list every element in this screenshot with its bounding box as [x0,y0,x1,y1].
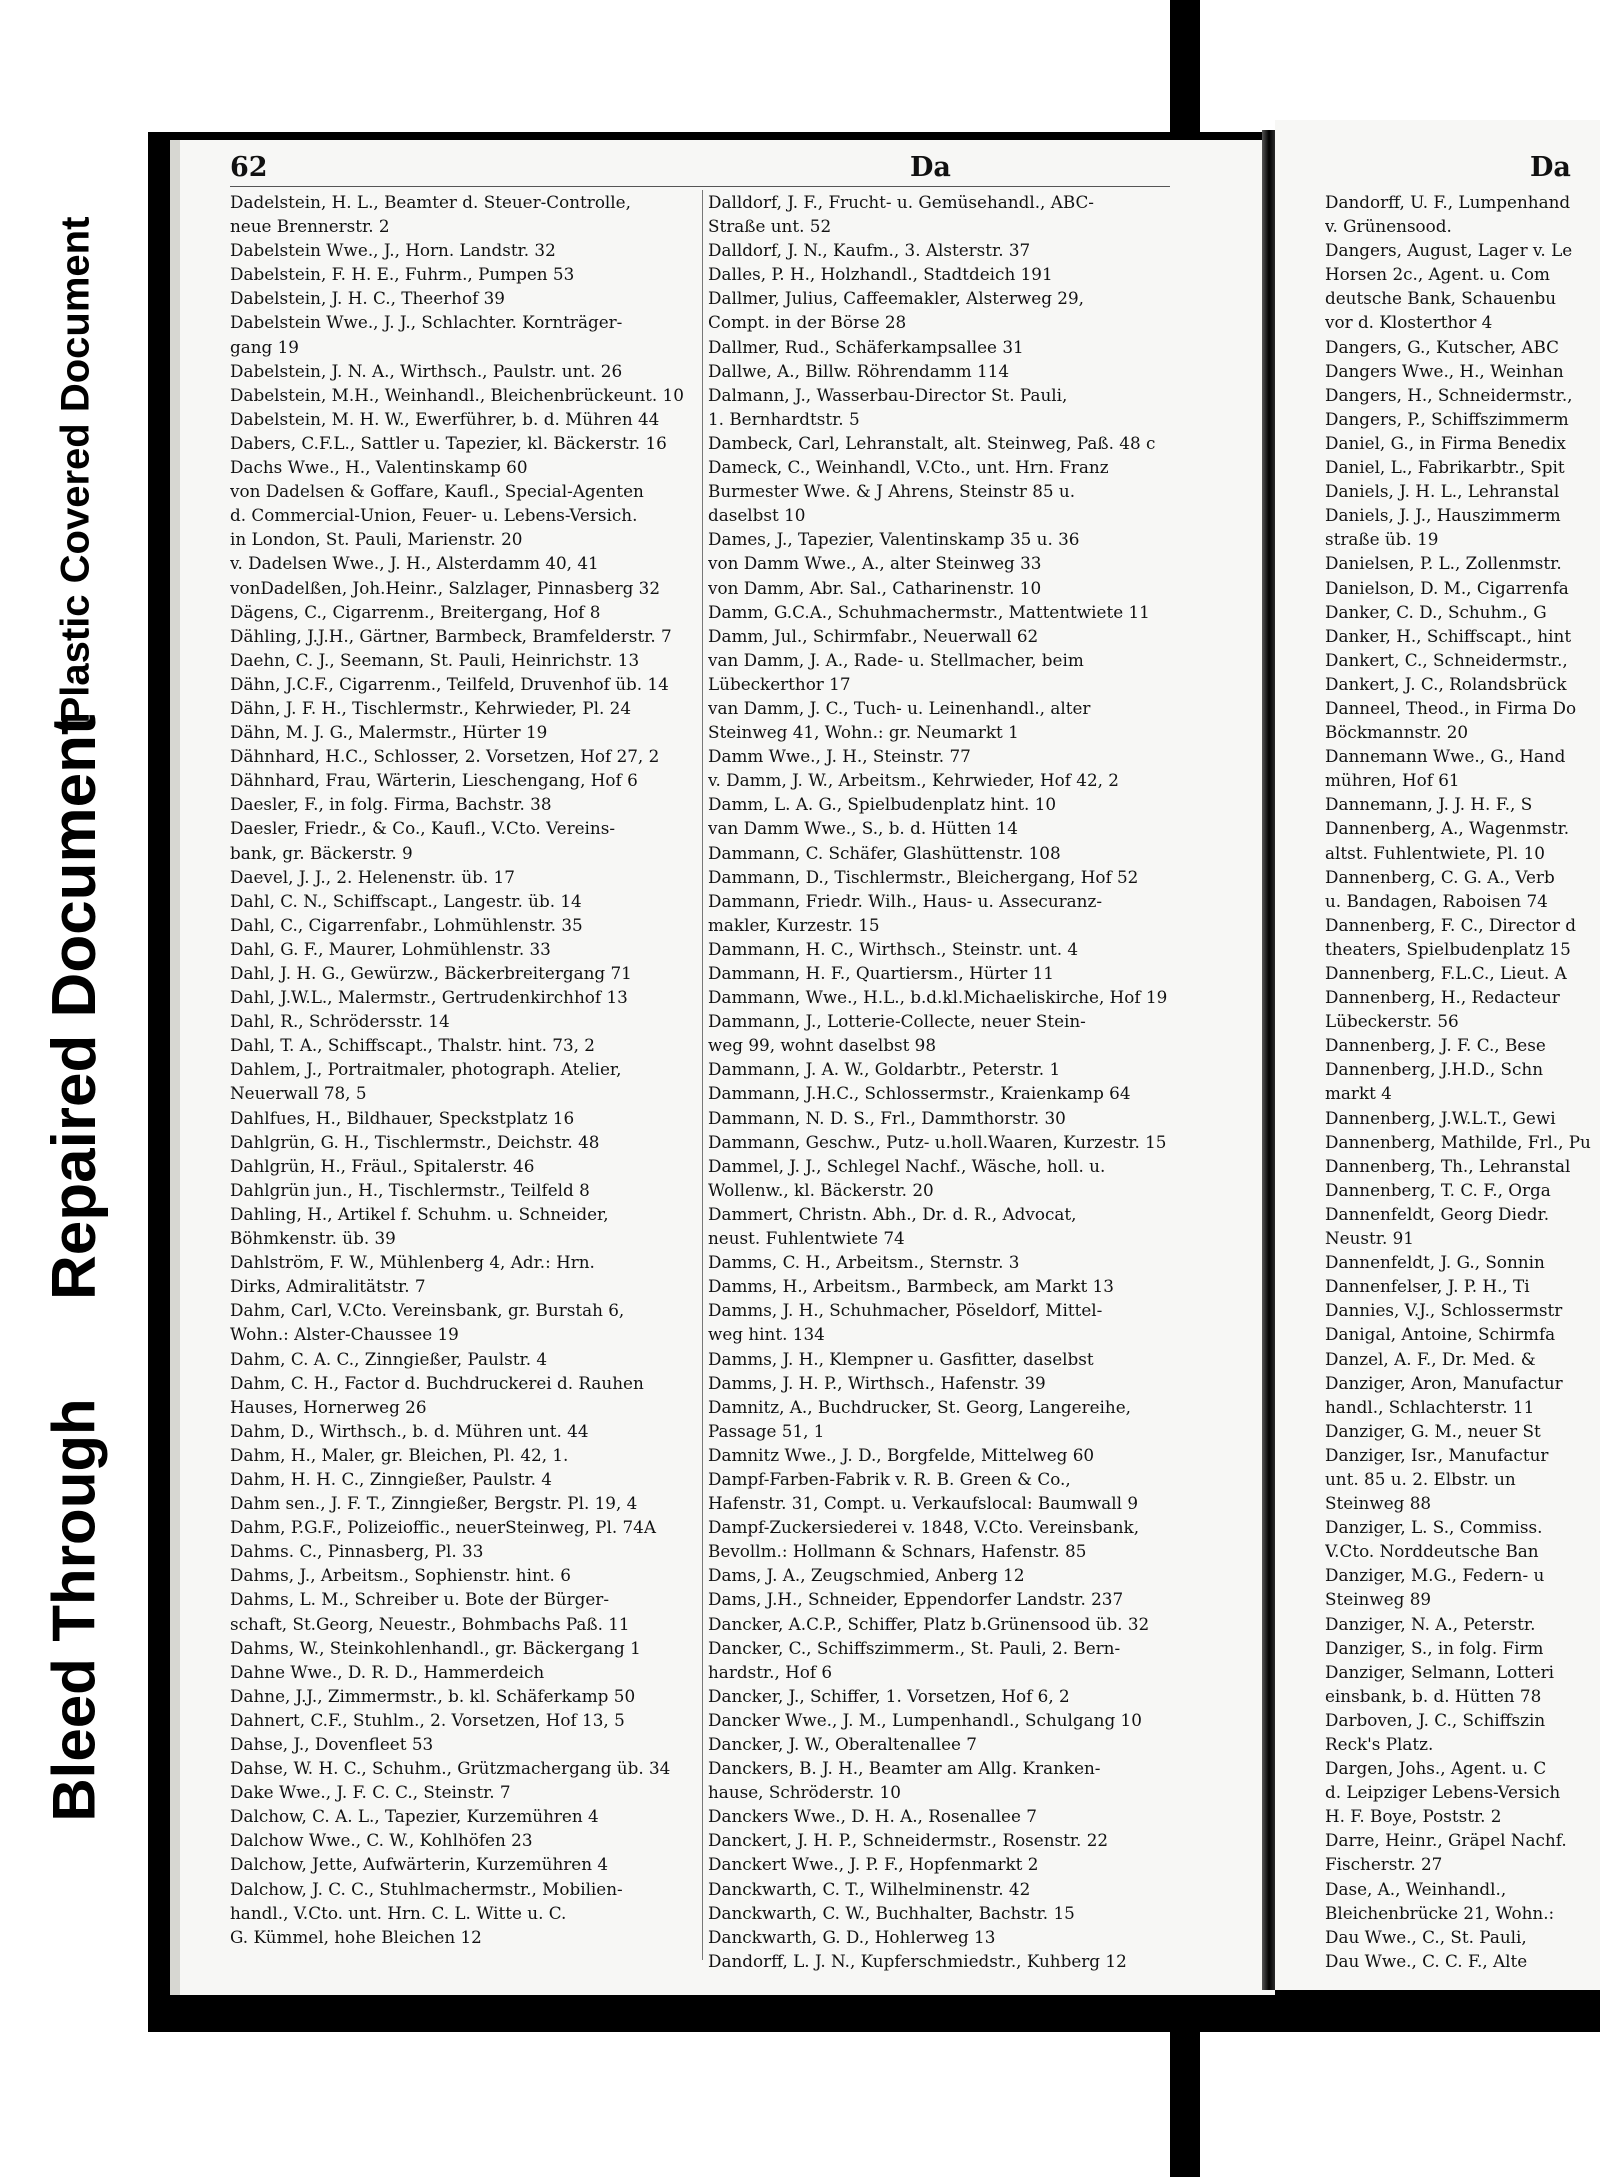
directory-entry-line: Straße unt. 52 [708,216,832,237]
bleed-through-label-box [0,1320,150,1900]
directory-entry-line: Dammann, H. F., Quartiersm., Hürter 11 [708,963,1054,983]
directory-entry-line: Dahm, H. H. C., Zinngießer, Paulstr. 4 [230,1468,552,1489]
directory-entry-line: Danker, C. D., Schuhm., G [1325,601,1547,622]
directory-entry-line: Dabelstein Wwe., J. J., Schlachter. Kornträger- [230,312,623,333]
directory-entry-line: Lübeckerthor 17 [708,673,851,694]
directory-entry-line: Daevel, J. J., 2. Helenenstr. üb. 17 [230,866,515,887]
directory-entry-line: Dahl, J.W.L., Malermstr., Gertrudenkirchhof 13 [230,987,628,1008]
directory-entry-line: daselbst 10 [708,505,806,526]
directory-entry-line: deutsche Bank, Schauenbu [1325,288,1557,309]
directory-entry-line: gang 19 [230,336,299,357]
directory-entry-line: Danckwarth, G. D., Hohlerweg 13 [708,1926,996,1947]
directory-entry-line: Dames, J., Tapezier, Valentinskamp 35 u. 36 [708,529,1080,550]
directory-entry-line: Neuerwall 78, 5 [230,1083,367,1104]
directory-entry-line: Dangers Wwe., H., Weinhan [1325,360,1564,381]
directory-entry-line: Daesler, Friedr., & Co., Kaufl., V.Cto. Vereins- [230,818,615,839]
directory-entry-line: Danziger, Aron, Manufactur [1325,1372,1563,1393]
directory-entry-line: Dadelstein, H. L., Beamter d. Steuer-Controlle, [230,192,631,212]
directory-entry-line: v. Dadelsen Wwe., J. H., Alsterdamm 40, 41 [230,553,599,574]
directory-entry-line: Dachs Wwe., H., Valentinskamp 60 [230,457,528,478]
directory-entry-line: Danziger, M.G., Federn- u [1325,1565,1545,1586]
directory-entry-line: Dannenberg, T. C. F., Orga [1325,1179,1551,1200]
directory-entry-line: Dägens, C., Cigarrenm., Breitergang, Hof 8 [230,601,601,622]
directory-entry-line: Dahl, J. H. G., Gewürzw., Bäckerbreitergang 71 [230,963,632,983]
directory-entry-line: Dähn, J. F. H., Tischlermstr., Kehrwieder, Pl. 24 [230,697,632,718]
directory-entry-line: Dalchow, J. C. C., Stuhlmachermstr., Mobilien- [230,1878,623,1899]
directory-entry-line: Dabers, C.F.L., Sattler u. Tapezier, kl. Bäckerstr. 16 [230,432,667,453]
directory-entry-line: Burmester Wwe. & J Ahrens, Steinstr 85 u. [708,481,1076,502]
directory-entry-line: von Damm Wwe., A., alter Steinweg 33 [708,553,1042,574]
book-gutter [1262,130,1276,1990]
directory-entry-line: Reck's Platz. [1325,1734,1434,1754]
directory-entry-line: Daniel, L., Fabrikarbtr., Spit [1325,457,1565,478]
directory-entry-line: Dandorff, U. F., Lumpenhand [1325,192,1571,212]
directory-entry-line: Dannenberg, F. C., Director d [1325,914,1576,935]
directory-entry-line: Danziger, S., in folg. Firm [1325,1637,1544,1658]
directory-entry-line: Dahlgrün jun., H., Tischlermstr., Teilfeld 8 [230,1179,590,1200]
directory-entry-line: Dammel, J. J., Schlegel Nachf., Wäsche, holl. u. [708,1155,1106,1176]
directory-entry-line: Damms, H., Arbeitsm., Barmbeck, am Markt 13 [708,1276,1114,1297]
directory-column-2 [708,190,1170,1973]
directory-entry-line: von Damm, Abr. Sal., Catharinenstr. 10 [708,577,1042,598]
directory-entry-line: Danziger, Isr., Manufactur [1325,1444,1549,1465]
directory-entry-line: Dahl, C., Cigarrenfabr., Lohmühlenstr. 35 [230,914,583,935]
directory-column-3 [1325,190,1600,1973]
directory-entry-line: Dähn, J.C.F., Cigarrenm., Teilfeld, Druvenhof üb. 14 [230,673,669,694]
directory-entry-line: Compt. in der Börse 28 [708,312,907,333]
directory-entry-line: Daniel, G., in Firma Benedix [1325,432,1566,453]
directory-entry-line: Dahlem, J., Portraitmaler, photograph. Atelier, [230,1059,622,1080]
bleed-through-label: Bleed Through [41,1398,108,1822]
directory-entry-line: neust. Fuhlentwiete 74 [708,1228,905,1249]
directory-entry-line: Dangers, P., Schiffszimmerm [1325,408,1569,429]
directory-entry-line: neue Brennerstr. 2 [230,216,390,237]
directory-entry-line: van Damm Wwe., S., b. d. Hütten 14 [708,818,1018,839]
column-divider [702,190,703,1960]
directory-entry-line: Danziger, Selmann, Lotteri [1325,1661,1555,1682]
page-number: 62 [230,152,268,183]
directory-entry-line: mühren, Hof 61 [1325,770,1460,791]
directory-entry-line: Neustr. 91 [1325,1228,1414,1249]
directory-entry-line: Dahm, C. H., Factor d. Buchdruckerei d. Rauhen [230,1372,644,1393]
directory-entry-line: Dahl, G. F., Maurer, Lohmühlenstr. 33 [230,938,551,959]
directory-entry-line: schaft, St.Georg, Neuestr., Bohmbachs Paß. 11 [230,1613,630,1634]
directory-entry-line: hause, Schröderstr. 10 [708,1782,901,1803]
directory-entry-line: Dammann, Wwe., H.L., b.d.kl.Michaeliskirche, Hof 19 [708,987,1168,1008]
directory-entry-line: G. Kümmel, hohe Bleichen 12 [230,1926,482,1947]
directory-entry-line: Dannenberg, H., Redacteur [1325,987,1560,1008]
directory-entry-line: Dancker, J. W., Oberaltenallee 7 [708,1734,977,1754]
header-rule [230,186,1170,187]
directory-entry-line: Darre, Heinr., Gräpel Nachf. [1325,1830,1567,1851]
directory-entry-line: Danielsen, P. L., Zollenmstr. [1325,553,1562,574]
directory-entry-line: weg hint. 134 [708,1324,825,1345]
directory-entry-line: Hafenstr. 31, Compt. u. Verkaufslocal: Baumwall 9 [708,1493,1139,1514]
directory-entry-line: Dase, A., Weinhandl., [1325,1878,1507,1899]
directory-entry-line: Dähling, J.J.H., Gärtner, Barmbeck, Bramfelderstr. 7 [230,625,672,646]
directory-entry-line: Lübeckerstr. 56 [1325,1011,1459,1032]
directory-entry-line: Dammann, D., Tischlermstr., Bleichergang, Hof 52 [708,866,1139,887]
directory-entry-line: Dahms, W., Steinkohlenhandl., gr. Bäckergang 1 [230,1637,641,1658]
directory-entry-line: Dangers, H., Schneidermstr., [1325,384,1573,405]
directory-entry-line: Dannenberg, A., Wagenmstr. [1325,818,1570,839]
directory-entry-line: altst. Fuhlentwiete, Pl. 10 [1325,842,1545,863]
directory-entry-line: Damms, J. H., Klempner u. Gasfitter, daselbst [708,1348,1094,1369]
directory-entry-line: von Dadelsen & Goffare, Kaufl., Special-Agenten [230,481,644,502]
directory-entry-line: Danckwarth, C. W., Buchhalter, Bachstr. 15 [708,1902,1075,1923]
directory-entry-line: Dabelstein, F. H. E., Fuhrm., Pumpen 53 [230,264,575,285]
directory-entry-line: Daesler, F., in folg. Firma, Bachstr. 38 [230,794,552,815]
directory-entry-line: Dalchow Wwe., C. W., Kohlhöfen 23 [230,1830,533,1851]
directory-entry-line: Dammann, C. Schäfer, Glashüttenstr. 108 [708,842,1061,863]
directory-entry-line: Steinweg 88 [1325,1493,1432,1514]
directory-entry-line: Danckert Wwe., J. P. F., Hopfenmarkt 2 [708,1854,1039,1875]
directory-entry-line: Dahl, R., Schrödersstr. 14 [230,1011,450,1032]
directory-entry-line: u. Bandagen, Raboisen 74 [1325,890,1548,911]
directory-entry-line: Dahlström, F. W., Mühlenberg 4, Adr.: Hrn. [230,1252,595,1273]
directory-entry-line: Dannenberg, F.L.C., Lieut. A [1325,963,1567,983]
directory-entry-line: Dahlgrün, G. H., Tischlermstr., Deichstr. 48 [230,1131,600,1152]
page-header-right: Da [1530,152,1571,183]
directory-entry-line: Dahm sen., J. F. T., Zinngießer, Bergstr. Pl. 19, 4 [230,1493,638,1514]
directory-entry-line: Dalchow, C. A. L., Tapezier, Kurzemühren 4 [230,1806,599,1827]
directory-entry-line: Passage 51, 1 [708,1420,825,1441]
directory-entry-line: makler, Kurzestr. 15 [708,914,880,935]
plastic-covered-label: Plastic Covered Document [53,216,98,724]
directory-entry-line: v. Damm, J. W., Arbeitsm., Kehrwieder, Hof 42, 2 [708,770,1119,791]
directory-entry-line: Dammann, H. C., Wirthsch., Steinstr. unt. 4 [708,938,1079,959]
directory-entry-line: Dannenfelser, J. P. H., Ti [1325,1276,1530,1297]
directory-entry-line: Dabelstein, M.H., Weinhandl., Bleichenbrückeunt. 10 [230,384,684,405]
directory-entry-line: Dameck, C., Weinhandl, V.Cto., unt. Hrn. Franz [708,457,1109,478]
directory-entry-line: Damnitz Wwe., J. D., Borgfelde, Mittelweg 60 [708,1444,1095,1465]
directory-entry-line: Dahne, J.J., Zimmermstr., b. kl. Schäferkamp 50 [230,1685,636,1706]
directory-entry-line: Dähn, M. J. G., Malermstr., Hürter 19 [230,722,548,743]
directory-entry-line: Dahms. C., Pinnasberg, Pl. 33 [230,1541,484,1562]
directory-entry-line: d. Commercial-Union, Feuer- u. Lebens-Versich. [230,505,638,526]
directory-entry-line: Daehn, C. J., Seemann, St. Pauli, Heinrichstr. 13 [230,649,640,670]
directory-entry-line: vonDadelßen, Joh.Heinr., Salzlager, Pinnasberg 32 [230,577,661,598]
directory-entry-line: Dahm, Carl, V.Cto. Vereinsbank, gr. Burstah 6, [230,1300,625,1321]
directory-entry-line: Dabelstein Wwe., J., Horn. Landstr. 32 [230,240,556,261]
directory-entry-line: Danigal, Antoine, Schirmfa [1325,1324,1556,1345]
directory-entry-line: Dau Wwe., C., St. Pauli, [1325,1926,1527,1947]
directory-entry-line: Dammann, Friedr. Wilh., Haus- u. Assecuranz- [708,890,1102,911]
directory-entry-line: einsbank, b. d. Hütten 78 [1325,1685,1542,1706]
directory-entry-line: Dalchow, Jette, Aufwärterin, Kurzemühren 4 [230,1854,609,1875]
directory-entry-line: Dampf-Zuckersiederei v. 1848, V.Cto. Vereinsbank, [708,1517,1140,1538]
directory-entry-line: Damms, J. H., Schuhmacher, Pöseldorf, Mittel- [708,1300,1103,1321]
directory-entry-line: Dahling, H., Artikel f. Schuhm. u. Schneider, [230,1203,609,1224]
directory-entry-line: Daniels, J. H. L., Lehranstal [1325,481,1560,502]
binding-strip-bottom [1170,2010,1200,2177]
directory-entry-line: Danker, H., Schiffscapt., hint [1325,625,1572,646]
directory-entry-line: Danziger, G. M., neuer St [1325,1420,1541,1441]
directory-entry-line: Dancker, J., Schiffer, 1. Vorsetzen, Hof 6, 2 [708,1685,1070,1706]
directory-entry-line: Dalldorf, J. F., Frucht- u. Gemüsehandl., ABC- [708,192,1094,212]
directory-entry-line: Wollenw., kl. Bäckerstr. 20 [708,1179,934,1200]
directory-entry-line: Damm, L. A. G., Spielbudenplatz hint. 10 [708,794,1057,815]
directory-entry-line: Dirks, Admiralitätstr. 7 [230,1276,426,1297]
directory-entry-line: Dannies, V.J., Schlossermstr [1325,1300,1563,1321]
directory-entry-line: Dannenberg, J.H.D., Schn [1325,1059,1544,1080]
directory-entry-line: Dau Wwe., C. C. F., Alte [1325,1950,1528,1971]
directory-entry-line: Dabelstein, M. H. W., Ewerführer, b. d. Mühren 44 [230,408,660,429]
directory-entry-line: Dalmann, J., Wasserbau-Director St. Pauli, [708,384,1068,405]
directory-entry-line: van Damm, J. A., Rade- u. Stellmacher, beim [708,649,1084,670]
directory-entry-line: Dampf-Farben-Fabrik v. R. B. Green & Co., [708,1468,1071,1489]
directory-entry-line: Böckmannstr. 20 [1325,722,1469,743]
directory-entry-line: Dannenberg, J. F. C., Bese [1325,1035,1546,1056]
directory-entry-line: vor d. Klosterthor 4 [1325,312,1493,333]
directory-entry-line: Böhmkenstr. üb. 39 [230,1228,396,1249]
directory-entry-line: Dancker, C., Schiffszimmerm., St. Pauli, 2. Bern- [708,1637,1121,1658]
directory-entry-line: V.Cto. Norddeutsche Ban [1325,1541,1539,1562]
directory-entry-line: Dams, J.H., Schneider, Eppendorfer Landstr. 237 [708,1589,1124,1610]
directory-entry-line: Dahl, C. N., Schiffscapt., Langestr. üb. 14 [230,890,582,911]
directory-entry-line: Dammann, J. A. W., Goldarbtr., Peterstr. 1 [708,1059,1061,1080]
directory-entry-line: Dankert, J. C., Rolandsbrück [1325,673,1567,694]
directory-entry-line: Dannenfeldt, J. G., Sonnin [1325,1252,1545,1273]
directory-entry-line: Dancker, A.C.P., Schiffer, Platz b.Grünensood üb. 32 [708,1613,1150,1634]
directory-entry-line: Dammert, Christn. Abh., Dr. d. R., Advocat, [708,1203,1077,1224]
directory-entry-line: Dambeck, Carl, Lehranstalt, alt. Steinweg, Paß. 48 c [708,432,1156,453]
directory-entry-line: Damm, G.C.A., Schuhmachermstr., Mattentwiete 11 [708,601,1150,622]
directory-entry-line: Dahse, J., Dovenfleet 53 [230,1734,434,1754]
directory-entry-line: Dammann, J., Lotterie-Collecte, neuer Stein- [708,1011,1086,1032]
directory-entry-line: handl., V.Cto. unt. Hrn. C. L. Witte u. C. [230,1902,567,1923]
directory-entry-line: Horsen 2c., Agent. u. Com [1325,264,1550,285]
directory-entry-line: theaters, Spielbudenplatz 15 [1325,938,1571,959]
directory-entry-line: Dabelstein, J. N. A., Wirthsch., Paulstr. unt. 26 [230,360,623,381]
directory-entry-line: Bleichenbrücke 21, Wohn.: [1325,1902,1555,1923]
directory-entry-line: v. Grünensood. [1325,216,1452,237]
directory-entry-line: Dahlfues, H., Bildhauer, Speckstplatz 16 [230,1107,575,1128]
directory-entry-line: Dahm, C. A. C., Zinngießer, Paulstr. 4 [230,1348,548,1369]
directory-entry-line: Dabelstein, J. H. C., Theerhof 39 [230,288,505,309]
directory-entry-line: Dahse, W. H. C., Schuhm., Grützmachergang üb. 34 [230,1758,671,1779]
directory-entry-line: Dalldorf, J. N., Kaufm., 3. Alsterstr. 37 [708,240,1031,261]
directory-entry-line: Dahl, T. A., Schiffscapt., Thalstr. hint. 73, 2 [230,1035,595,1056]
directory-entry-line: Dahm, H., Maler, gr. Bleichen, Pl. 42, 1. [230,1444,569,1465]
directory-entry-line: Dähnhard, Frau, Wärterin, Lieschengang, Hof 6 [230,770,638,791]
directory-entry-line: 1. Bernhardtstr. 5 [708,408,860,429]
directory-entry-line: Danckers, B. J. H., Beamter am Allg. Kranken- [708,1758,1101,1779]
directory-entry-line: bank, gr. Bäckerstr. 9 [230,842,413,863]
directory-entry-line: Dannenfeldt, Georg Diedr. [1325,1203,1550,1224]
directory-entry-line: Danckers Wwe., D. H. A., Rosenallee 7 [708,1806,1037,1827]
directory-entry-line: Dannenberg, C. G. A., Verb [1325,866,1555,887]
directory-entry-line: unt. 85 u. 2. Elbstr. un [1325,1468,1516,1489]
directory-entry-line: hardstr., Hof 6 [708,1661,833,1682]
directory-entry-line: Dake Wwe., J. F. C. C., Steinstr. 7 [230,1782,511,1803]
directory-entry-line: Damms, C. H., Arbeitsm., Sternstr. 3 [708,1252,1020,1273]
directory-entry-line: Dankert, C., Schneidermstr., [1325,649,1568,670]
directory-entry-line: straße üb. 19 [1325,529,1439,550]
directory-entry-line: Dannemann Wwe., G., Hand [1325,746,1566,767]
directory-entry-line: Darboven, J. C., Schiffszin [1325,1709,1546,1730]
directory-entry-line: Dammann, Geschw., Putz- u.holl.Waaren, Kurzestr. 15 [708,1131,1167,1152]
directory-entry-line: in London, St. Pauli, Marienstr. 20 [230,529,523,550]
directory-entry-line: handl., Schlachterstr. 11 [1325,1396,1535,1417]
directory-entry-line: Dangers, August, Lager v. Le [1325,240,1573,261]
left-margin [0,0,150,2177]
directory-entry-line: Dahne Wwe., D. R. D., Hammerdeich [230,1661,545,1682]
directory-entry-line: Dähnhard, H.C., Schlosser, 2. Vorsetzen, Hof 27, 2 [230,746,660,767]
directory-entry-line: Dargen, Johs., Agent. u. C [1325,1758,1547,1779]
directory-entry-line: Fischerstr. 27 [1325,1854,1443,1875]
directory-entry-line: Dahms, L. M., Schreiber u. Bote der Bürger- [230,1589,609,1610]
directory-entry-line: Damnitz, A., Buchdrucker, St. Georg, Langereihe, [708,1396,1131,1417]
repaired-document-label-box [0,714,150,1300]
directory-entry-line: Wohn.: Alster-Chaussee 19 [230,1324,459,1345]
directory-entry-line: Dalles, P. H., Holzhandl., Stadtdeich 191 [708,264,1053,285]
directory-entry-line: Danielson, D. M., Cigarrenfa [1325,577,1569,598]
directory-entry-line: Dannenberg, J.W.L.T., Gewi [1325,1107,1556,1128]
directory-entry-line: Dannemann, J. J. H. F., S [1325,794,1533,815]
directory-entry-line: Steinweg 89 [1325,1589,1432,1610]
directory-entry-line: Danckert, J. H. P., Schneidermstr., Rosenstr. 22 [708,1830,1109,1851]
directory-entry-line: Damms, J. H. P., Wirthsch., Hafenstr. 39 [708,1372,1046,1393]
directory-entry-line: Dangers, G., Kutscher, ABC [1325,336,1559,357]
directory-entry-line: weg 99, wohnt daselbst 98 [708,1035,936,1056]
directory-entry-line: Danziger, N. A., Peterstr. [1325,1613,1536,1634]
directory-entry-line: Dancker Wwe., J. M., Lumpenhandl., Schulgang 10 [708,1709,1142,1730]
page-header-left: Da [910,152,951,183]
directory-entry-line: Dahnert, C.F., Stuhlm., 2. Vorsetzen, Hof 13, 5 [230,1709,625,1730]
directory-entry-line: Dahms, J., Arbeitsm., Sophienstr. hint. 6 [230,1565,571,1586]
directory-entry-line: Dannenberg, Mathilde, Frl., Pu [1325,1131,1591,1152]
directory-entry-line: Dammann, N. D. S., Frl., Dammthorstr. 30 [708,1107,1066,1128]
directory-entry-line: Dahm, D., Wirthsch., b. d. Mühren unt. 44 [230,1420,589,1441]
directory-entry-line: Danckwarth, C. T., Wilhelminenstr. 42 [708,1878,1031,1899]
directory-entry-line: Dallmer, Rud., Schäferkampsallee 31 [708,336,1024,357]
directory-entry-line: Danzel, A. F., Dr. Med. & [1325,1348,1536,1369]
directory-entry-line: d. Leipziger Lebens-Versich [1325,1782,1561,1803]
directory-entry-line: van Damm, J. C., Tuch- u. Leinenhandl., alter [708,697,1091,718]
directory-entry-line: Hauses, Hornerweg 26 [230,1396,427,1417]
repaired-document-label: Repaired Document [40,714,109,1300]
directory-column-1 [230,190,700,1949]
directory-entry-line: Bevollm.: Hollmann & Schnars, Hafenstr. 85 [708,1541,1087,1562]
directory-entry-line: Dahm, P.G.F., Polizeioffic., neuerSteinweg, Pl. 74A [230,1517,656,1538]
directory-entry-line: Dannenberg, Th., Lehranstal [1325,1155,1571,1176]
directory-entry-line: Daniels, J. J., Hauszimmerm [1325,505,1561,526]
directory-entry-line: Dallmer, Julius, Caffeemakler, Alsterweg 29, [708,288,1084,309]
directory-entry-line: Damm, Jul., Schirmfabr., Neuerwall 62 [708,625,1039,646]
directory-entry-line: Dahlgrün, H., Fräul., Spitalerstr. 46 [230,1155,535,1176]
directory-entry-line: Danziger, L. S., Commiss. [1325,1517,1543,1538]
directory-entry-line: Steinweg 41, Wohn.: gr. Neumarkt 1 [708,722,1019,743]
directory-entry-line: H. F. Boye, Poststr. 2 [1325,1806,1502,1827]
directory-entry-line: Danneel, Theod., in Firma Do [1325,697,1577,718]
directory-entry-line: Dallwe, A., Billw. Röhrendamm 114 [708,360,1009,381]
directory-entry-line: Dandorff, L. J. N., Kupferschmiedstr., Kuhberg 12 [708,1950,1127,1971]
directory-entry-line: Dammann, J.H.C., Schlossermstr., Kraienkamp 64 [708,1083,1131,1104]
directory-entry-line: markt 4 [1325,1083,1392,1104]
directory-entry-line: Damm Wwe., J. H., Steinstr. 77 [708,746,971,767]
directory-entry-line: Dams, J. A., Zeugschmied, Anberg 12 [708,1565,1025,1586]
